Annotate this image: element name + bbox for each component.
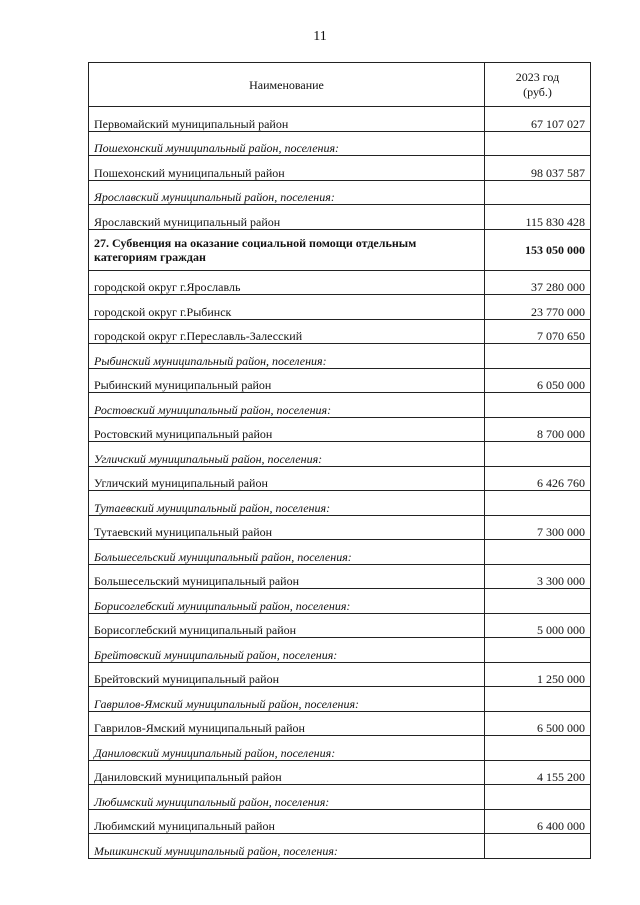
table-row	[89, 760, 591, 785]
row-value-cell	[485, 687, 591, 712]
table-row	[89, 662, 591, 687]
group-heading-row	[89, 736, 591, 761]
column-header-value	[485, 63, 591, 107]
table-row	[89, 564, 591, 589]
row-value-cell: 6 500 000	[485, 711, 591, 736]
row-name-cell: городской округ г.Переславль-Залесский	[89, 319, 485, 344]
row-value-cell	[485, 393, 591, 418]
row-value-cell	[485, 180, 591, 205]
table-row	[89, 711, 591, 736]
table-body	[89, 107, 591, 859]
row-name-cell: Борисоглебский муниципальный район, поселения:	[89, 589, 485, 614]
row-value-cell	[485, 540, 591, 565]
group-heading-row	[89, 393, 591, 418]
row-name-cell: Гаврилов-Ямский муниципальный район, поселения:	[89, 687, 485, 712]
row-value-cell	[485, 344, 591, 369]
row-name-cell: Ярославский муниципальный район, поселения:	[89, 180, 485, 205]
row-name-cell: Даниловский муниципальный район, поселения:	[89, 736, 485, 761]
group-heading-row	[89, 442, 591, 467]
row-value-cell	[485, 131, 591, 156]
table-row	[89, 809, 591, 834]
row-value-cell	[485, 442, 591, 467]
row-value-cell: 6 426 760	[485, 466, 591, 491]
row-value-cell: 37 280 000	[485, 270, 591, 295]
row-value-cell: 115 830 428	[485, 205, 591, 230]
row-value-cell	[485, 589, 591, 614]
group-heading-row	[89, 638, 591, 663]
row-name-cell: Рыбинский муниципальный район, поселения:	[89, 344, 485, 369]
table-row	[89, 295, 591, 320]
row-name-cell: Мышкинский муниципальный район, поселения:	[89, 834, 485, 859]
row-value-cell: 7 070 650	[485, 319, 591, 344]
row-name-cell: Первомайский муниципальный район	[89, 107, 485, 132]
row-name-cell: Любимский муниципальный район	[89, 809, 485, 834]
column-header-year: 2023 год	[515, 69, 560, 84]
group-heading-row	[89, 785, 591, 810]
row-name-cell: Угличский муниципальный район, поселения:	[89, 442, 485, 467]
group-heading-row	[89, 834, 591, 859]
row-name-cell: Большесельский муниципальный район, поселения:	[89, 540, 485, 565]
row-value-cell	[485, 834, 591, 859]
row-name-cell: Ростовский муниципальный район	[89, 417, 485, 442]
row-name-cell: Борисоглебский муниципальный район	[89, 613, 485, 638]
row-value-cell	[485, 638, 591, 663]
group-heading-row	[89, 344, 591, 369]
row-value-cell: 1 250 000	[485, 662, 591, 687]
row-value-cell: 8 700 000	[485, 417, 591, 442]
row-name-cell: Пошехонский муниципальный район	[89, 156, 485, 181]
row-value-cell	[485, 491, 591, 516]
column-header-unit: (руб.)	[523, 84, 552, 99]
row-name-cell: Угличский муниципальный район	[89, 466, 485, 491]
row-name-cell: Брейтовский муниципальный район, поселения:	[89, 638, 485, 663]
column-header-name: Наименование	[89, 63, 485, 107]
row-name-cell: Тутаевский муниципальный район, поселения:	[89, 491, 485, 516]
table-row	[89, 107, 591, 132]
row-value-cell: 5 000 000	[485, 613, 591, 638]
row-value-cell: 3 300 000	[485, 564, 591, 589]
row-value-cell: 23 770 000	[485, 295, 591, 320]
row-name-cell: Ярославский муниципальный район	[89, 205, 485, 230]
row-value-cell	[485, 736, 591, 761]
budget-table	[88, 62, 591, 859]
table-row	[89, 417, 591, 442]
row-value-cell: 4 155 200	[485, 760, 591, 785]
table-row	[89, 270, 591, 295]
row-name-cell: Гаврилов-Ямский муниципальный район	[89, 711, 485, 736]
group-heading-row	[89, 131, 591, 156]
row-value-cell: 153 050 000	[485, 229, 591, 270]
row-name-cell: Даниловский муниципальный район	[89, 760, 485, 785]
table-row	[89, 156, 591, 181]
section-heading-row	[89, 229, 591, 270]
group-heading-row	[89, 180, 591, 205]
table-row	[89, 466, 591, 491]
row-value-cell: 6 050 000	[485, 368, 591, 393]
group-heading-row	[89, 589, 591, 614]
row-name-cell: Большесельский муниципальный район	[89, 564, 485, 589]
group-heading-row	[89, 491, 591, 516]
row-name-cell: Любимский муниципальный район, поселения:	[89, 785, 485, 810]
group-heading-row	[89, 687, 591, 712]
table-row	[89, 613, 591, 638]
row-name-cell: Рыбинский муниципальный район	[89, 368, 485, 393]
row-name-cell: 27. Субвенция на оказание социальной помощи отдельным категориям граждан	[89, 229, 485, 270]
row-name-cell: Ростовский муниципальный район, поселения:	[89, 393, 485, 418]
table-row	[89, 368, 591, 393]
table-header-row	[89, 63, 591, 107]
table-row	[89, 319, 591, 344]
row-value-cell: 67 107 027	[485, 107, 591, 132]
row-name-cell: Брейтовский муниципальный район	[89, 662, 485, 687]
row-value-cell: 6 400 000	[485, 809, 591, 834]
table-row	[89, 205, 591, 230]
table-row	[89, 515, 591, 540]
row-value-cell: 98 037 587	[485, 156, 591, 181]
row-value-cell	[485, 785, 591, 810]
row-name-cell: городской округ г.Рыбинск	[89, 295, 485, 320]
row-name-cell: Пошехонский муниципальный район, поселения:	[89, 131, 485, 156]
row-value-cell: 7 300 000	[485, 515, 591, 540]
row-name-cell: городской округ г.Ярославль	[89, 270, 485, 295]
row-name-cell: Тутаевский муниципальный район	[89, 515, 485, 540]
group-heading-row	[89, 540, 591, 565]
page-number: 11	[313, 29, 327, 44]
